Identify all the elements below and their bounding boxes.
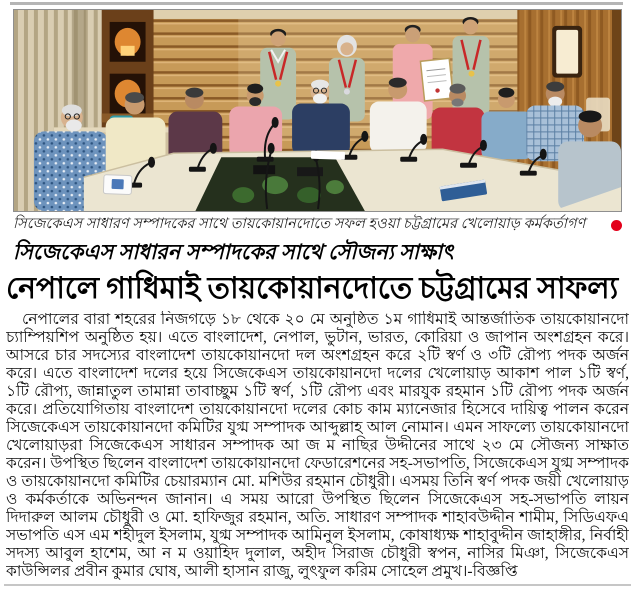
article-photo: [13, 9, 622, 212]
plant: [326, 180, 344, 194]
caption-bullet-icon: [611, 220, 622, 231]
kicker-headline: সিজেকেএস সাধারন সম্পাদকের সাথে সৌজন্য সাক্ষাৎ: [13, 240, 454, 264]
wall-lamp: [556, 30, 578, 74]
papers: [311, 151, 345, 160]
photo-caption: সিজেকেএস সাধারণ সম্পাদকের সাথে তায়কোয়ানদোতে সফল হওয়া চট্টগ্রামের খেলোয়াড় কর্মকর্তাগণ: [13, 216, 586, 232]
niche-upper-item: [121, 46, 135, 56]
top-divider: [10, 2, 623, 5]
article-body: নেপালের বারা শহরের নিজগড়ে ১৮ থেকে ২০ মে অনুষ্ঠিত ১ম গাধিমাই আন্তর্জাতিক তায়কোয়ানদো চ্যাম্পিয়শিপ অনুষ্ঠিত হয়। এতে বাংলাদেশ, নেপাল, ভুটান, ভারত, কোরিয়া ও জাপান অংশগ্রহন করে। আসরে চার সদস্যের বাংলাদেশ তায়কোয়ানদো দল অংশগ্রহন করে ২টি স্বর্ণ ও ৩টি রৌপ্য পদক অর্জন করে। এতে বাংলাদেশ দলের হয়ে সিজেকেএস তায়কোয়ানদো দলের খেলোয়াড় আকাশ পাল ১টি স্বর্ণ, ১টি রৌপ্য, জান্নাতুল তামান্না তাবাচ্ছুম ১টি স্বর্ণ, ১টি রৌপ্য এবং মারযুক রহমান ১টি রৌপ্য পদক অর্জন করে। প্রতিযোগিতায় বাংলাদেশ তায়কোয়ানদো দলের কোচ কাম ম্যানেজার হিসেবে দায়িত্ব পালন করেন সিজেকেএস তায়কোয়ানদো কমিটির যুগ্ম সম্পাদক আব্দুল্লাহ আল নোমান। এমন সাফল্যে তায়কোয়ানদো খেলোয়াড়রা সিজেকেএস সাধারন সম্পাদক আ জ ম নাছির উদ্দীনের সাথে ২৩ মে সৌজন্য সাক্ষাত করেন। উপস্থিত ছিলেন বাংলাদেশ তায়কোয়ানদো ফেডারেশনের সহ-সভাপতি, সিজেকেএস যুগ্ম সম্পাদক ও তায়কোয়ানদো কমিটির চেয়ারম্যান মো. মশিউর রহমান চৌধুরী। এসময় তিনি স্বর্ণ পদক জয়ী খেলোয়াড় ও কর্মকর্তাকে অভিনন্দন জানান। এ সময় আরো উপস্থিত ছিলেন সিজেকেএস সহ-সভাপতি লায়ন দিদারুল আলম চৌধুরী ও মো. হাফিজুর রহমান, অতি. সাধারণ সম্পাদক শাহাবউদ্দীন শামীম, সিডিএফএ সভাপতি এস এম শহীদুল ইসলাম, যুগ্ম সম্পাদক আমিনুল ইসলাম, কোষাধ্যক্ষ শাহাবুদ্দীন জাহাঙ্গীর, নির্বাহী সদস্য আবুল হাশেম, আ ন ম ওয়াহিদ দুলাল, অহীদ সিরাজ চৌধুরী স্বপন, নাসির মিঞা, সিজেকেএস কাউন্সিলর প্রবীন কুমার ঘোষ, আলী হাসান রাজু, লুৎফুল করিম সোহেল প্রমুখ।-বিজ্ঞপ্তি: [6, 311, 629, 580]
bottom-divider: [4, 584, 631, 586]
photo-illustration: [14, 10, 621, 211]
plant: [297, 187, 321, 203]
main-headline: নেপালে গাধিমাই তায়কোয়ানদোতে চট্টগ্রামের সাফল্য: [6, 272, 619, 305]
tablet-device: [103, 175, 132, 195]
plant: [232, 187, 254, 203]
equipment-box: [253, 165, 275, 174]
photo-caption-row: [13, 213, 622, 237]
